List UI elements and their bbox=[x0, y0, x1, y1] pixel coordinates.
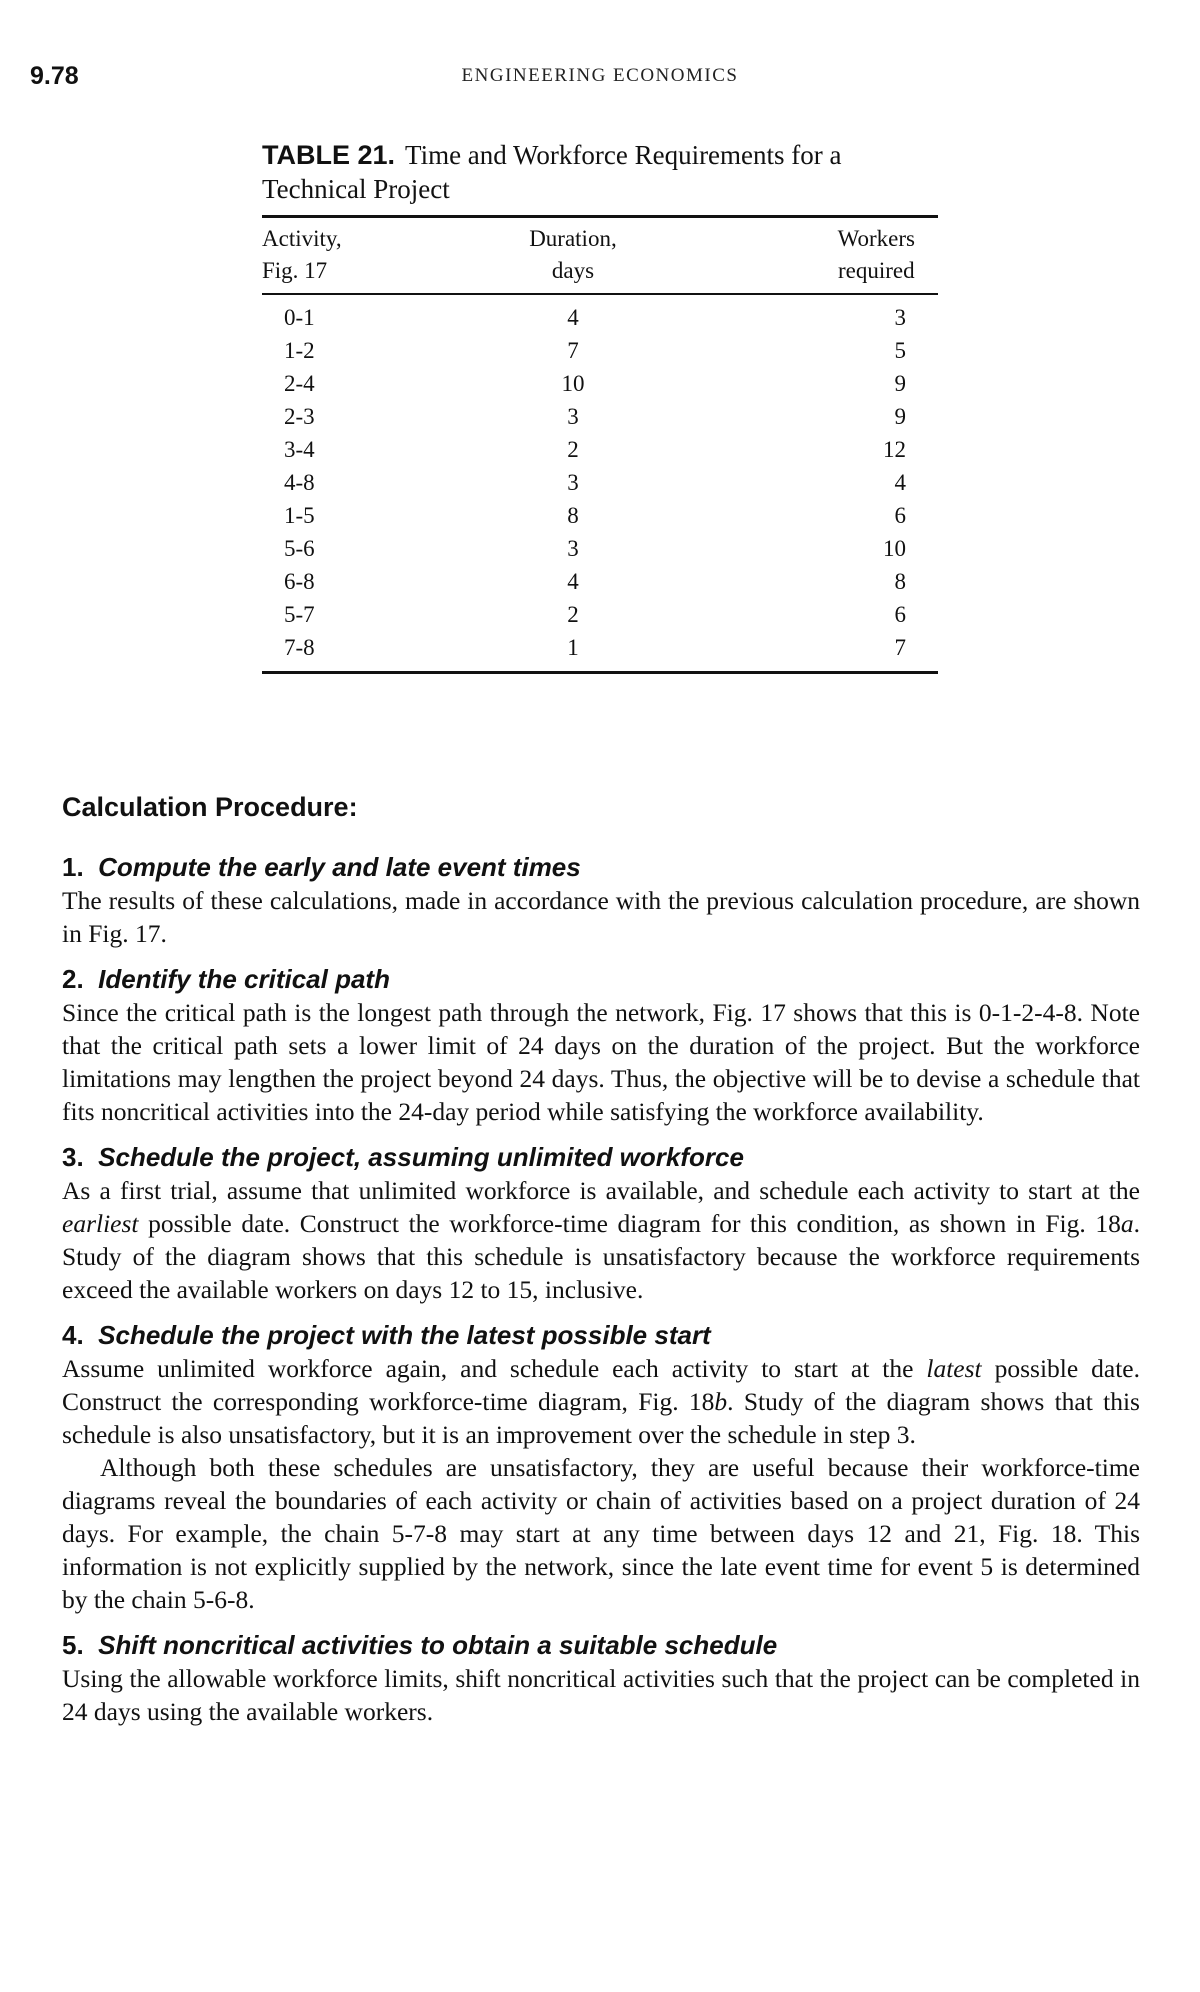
table-row bbox=[262, 334, 938, 367]
table-row bbox=[262, 598, 938, 631]
cell-activity: 1-5 bbox=[284, 503, 315, 528]
step-paragraph: Assume unlimited workforce again, and schedule each activity to start at the latest possible date. Construct the corresponding workforce-time diagram, Fig. 18b. Study of the diagram shows that this schedule is also unsatisfactory, but it is an improvement over the schedule in step 3. bbox=[62, 1354, 1140, 1449]
step-heading bbox=[62, 1318, 1140, 1352]
cell-workers: 8 bbox=[894, 569, 906, 594]
step-paragraph: Using the allowable workforce limits, shift noncritical activities such that the project can be completed in 24 days using the available workers. bbox=[62, 1664, 1140, 1726]
step-title: Schedule the project, assuming unlimited workforce bbox=[98, 1142, 744, 1172]
step-paragraph: As a first trial, assume that unlimited workforce is available, and schedule each activity to start at the earliest possible date. Construct the workforce-time diagram for this condition, as shown in Fig. 18a. Study of the diagram shows that this schedule is unsatisfactory because the workforce requirements exceed the available workers on days 12 to 15, inclusive. bbox=[62, 1176, 1140, 1304]
cell-activity: 6-8 bbox=[284, 569, 315, 594]
cell-workers: 9 bbox=[894, 371, 906, 396]
cell-activity: 2-3 bbox=[284, 404, 315, 429]
page-header bbox=[0, 62, 1200, 92]
step-paragraph: Since the critical path is the longest path through the network, Fig. 17 shows that this is 0-1-2-4-8. Note that the critical path sets a lower limit of 24 days on the duration of the project. But the workforce limitations may lengthen the project beyond 24 days. Thus, the objective will be to devise a schedule that fits noncritical activities into the 24-day period while satisfying the workforce availability. bbox=[62, 998, 1140, 1126]
cell-duration: 7 bbox=[567, 338, 579, 363]
cell-duration: 4 bbox=[567, 569, 579, 594]
cell-duration: 3 bbox=[567, 404, 579, 429]
step-paragraph: Although both these schedules are unsatisfactory, they are useful because their workforce-time diagrams reveal the boundaries of each activity or chain of activities based on a project duration of 24 days. For example, the chain 5-7-8 may start at any time between days 12 and 21, Fig. 18. This information is not explicitly supplied by the network, since the late event time for event 5 is determined by the chain 5-6-8. bbox=[62, 1453, 1140, 1614]
cell-duration: 3 bbox=[567, 536, 579, 561]
cell-activity: 2-4 bbox=[284, 371, 315, 396]
step-number: 4. bbox=[62, 1320, 84, 1350]
procedure-steps bbox=[62, 850, 1140, 1728]
cell-workers: 9 bbox=[894, 404, 906, 429]
table-header-row bbox=[262, 217, 938, 295]
step-title: Compute the early and late event times bbox=[98, 852, 581, 882]
table-row bbox=[262, 466, 938, 499]
table-row bbox=[262, 433, 938, 466]
cell-duration: 2 bbox=[567, 602, 579, 627]
running-title: ENGINEERING ECONOMICS bbox=[461, 65, 739, 86]
cell-activity: 7-8 bbox=[284, 635, 315, 660]
table-label: TABLE 21. bbox=[262, 140, 396, 170]
step-heading bbox=[62, 850, 1140, 884]
table-row bbox=[262, 565, 938, 598]
step-number: 1. bbox=[62, 852, 84, 882]
cell-activity: 0-1 bbox=[284, 305, 315, 330]
cell-workers: 3 bbox=[894, 305, 906, 330]
cell-activity: 5-7 bbox=[284, 602, 315, 627]
step-title: Shift noncritical activities to obtain a suitable schedule bbox=[98, 1630, 778, 1660]
cell-duration: 2 bbox=[567, 437, 579, 462]
cell-activity: 1-2 bbox=[284, 338, 315, 363]
cell-workers: 5 bbox=[894, 338, 906, 363]
table-row bbox=[262, 367, 938, 400]
cell-workers: 12 bbox=[883, 437, 906, 462]
table-caption-text: Time and Workforce Requirements for a Technical Project bbox=[262, 140, 842, 204]
step-paragraph: The results of these calculations, made in accordance with the previous calculation procedure, are shown in Fig. 17. bbox=[62, 886, 1140, 948]
step-title: Identify the critical path bbox=[98, 964, 390, 994]
table-caption bbox=[262, 138, 942, 206]
cell-duration: 8 bbox=[567, 503, 579, 528]
column-header-workers: Workers required bbox=[837, 226, 915, 283]
step-number: 3. bbox=[62, 1142, 84, 1172]
table-row bbox=[262, 294, 938, 334]
cell-workers: 6 bbox=[894, 602, 906, 627]
table-row bbox=[262, 631, 938, 673]
cell-workers: 7 bbox=[894, 635, 906, 660]
cell-duration: 4 bbox=[567, 305, 579, 330]
table-row bbox=[262, 499, 938, 532]
table-row bbox=[262, 400, 938, 433]
procedure-heading: Calculation Procedure: bbox=[62, 792, 358, 822]
step-heading bbox=[62, 962, 1140, 996]
cell-activity: 4-8 bbox=[284, 470, 315, 495]
step-title: Schedule the project with the latest possible start bbox=[98, 1320, 711, 1350]
cell-duration: 1 bbox=[567, 635, 579, 660]
step-number: 2. bbox=[62, 964, 84, 994]
cell-duration: 10 bbox=[561, 371, 585, 396]
requirements-table bbox=[262, 215, 938, 674]
cell-workers: 10 bbox=[883, 536, 906, 561]
cell-workers: 4 bbox=[894, 470, 906, 495]
cell-activity: 5-6 bbox=[284, 536, 315, 561]
cell-workers: 6 bbox=[894, 503, 906, 528]
step-number: 5. bbox=[62, 1630, 84, 1660]
page-number: 9.78 bbox=[30, 62, 79, 90]
column-header-activity: Activity, Fig. 17 bbox=[262, 226, 342, 283]
calculation-procedure bbox=[62, 790, 1140, 1728]
cell-duration: 3 bbox=[567, 470, 579, 495]
step-heading bbox=[62, 1628, 1140, 1662]
table-row bbox=[262, 532, 938, 565]
cell-activity: 3-4 bbox=[284, 437, 315, 462]
column-header-duration: Duration, days bbox=[529, 226, 617, 283]
step-heading bbox=[62, 1140, 1140, 1174]
